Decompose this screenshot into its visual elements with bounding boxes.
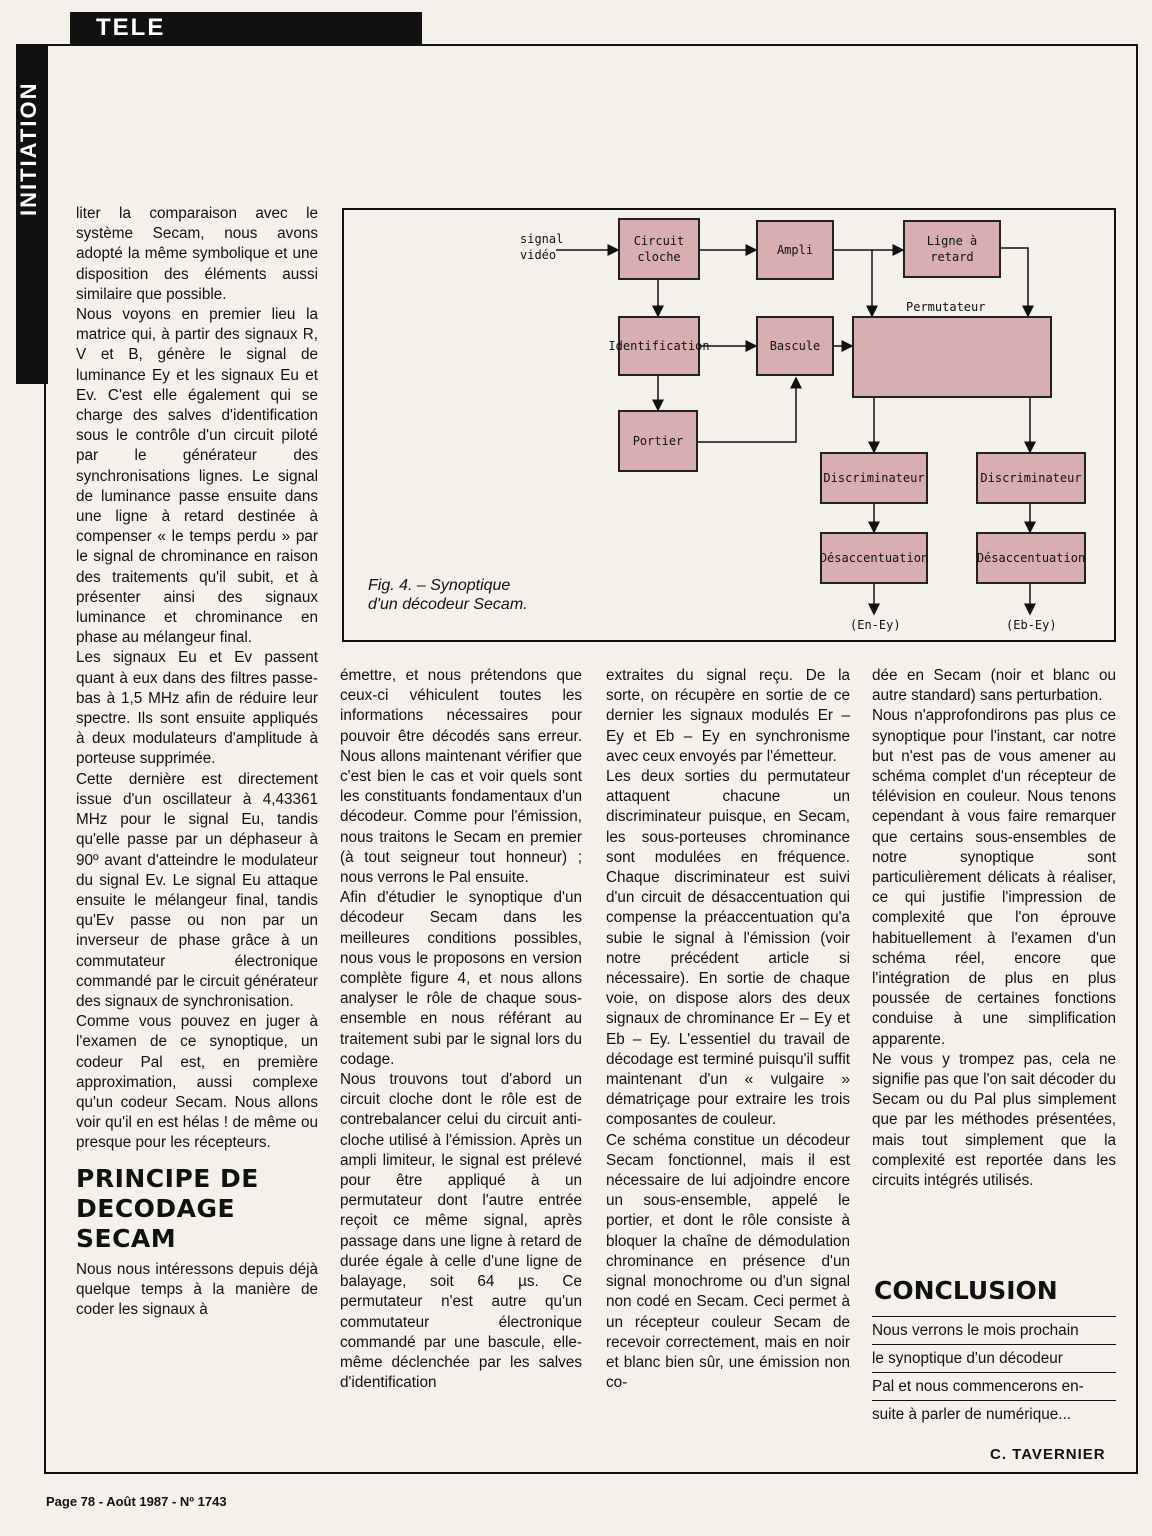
caption-line: d'un décodeur Secam.: [368, 596, 528, 613]
paragraph: Nous nous intéressons depuis déjà quelque temps à la manière de coder les signaux à: [76, 1260, 318, 1318]
permutateur-block: [852, 316, 1052, 398]
identification-block: Identification: [618, 316, 700, 376]
column-2: [340, 666, 582, 1393]
author-signature: C. TAVERNIER: [990, 1446, 1106, 1463]
circuit-cloche-block: [618, 218, 700, 280]
paragraph: dée en Secam (noir et blanc ou autre standard) sans perturbation.: [872, 667, 1116, 705]
desaccentuation-right-block: Désaccentuation: [976, 532, 1086, 584]
paragraph: Nous trouvons tout d'abord un circuit cloche dont le rôle est de contrebalancer celui du circuit anti-cloche utilisé à l'émission. Après un ampli limiteur, le signal est prélevé pour être appliqué à un permutateur dont l'autre entrée reçoit ce même signal, après passage dans une ligne à retard de durée égale à celle d'une ligne de balayage, soit 64 µs. Ce permutateur n'est autre qu'un commutateur électronique commandé par une bascule, elle-même déclenchée par les salves d'identification: [340, 1071, 582, 1392]
paragraph: Les deux sorties du permutateur attaquent chacune un discriminateur puisque, en Secam, les sous-porteuses chrominance sont modulées en fréquence. Chaque discriminateur est suivi d'un circuit de désaccentuation qui compense la préaccentuation qu'a subie le signal à l'émission (voir notre précédent article si nécessaire). En sortie de chaque voie, on dispose alors des deux signaux de chrominance Er – Ey et Eb – Ey. L'essentiel du travail de décodage est terminé puisqu'il suffit maintenant d'un « vulgaire » dématriçage pour extraire les trois composantes de couleur.: [606, 768, 850, 1129]
desaccentuation-left-block: Désaccentuation: [820, 532, 928, 584]
paragraph: Afin d'étudier le synoptique d'un décodeur Secam dans les meilleures conditions possibles, nous vous le proposons en version complète figure 4, et nous allons analyser le rôle de chaque sous-ensemble en nous référant au traitement subi par le signal lors du codage.: [340, 889, 582, 1068]
conclusion-box: [872, 1316, 1116, 1428]
caption-line: Fig. 4. – Synoptique: [368, 577, 511, 594]
column-3: [606, 666, 850, 1393]
input-label: vidéo: [520, 248, 557, 262]
paragraph: Cette dernière est directement issue d'un oscillateur à 4,43361 MHz pour le signal Eu, tandis qu'elle passe par un déphaseur à 90º avant d'atteindre le modulateur du signal Ev. Le signal Eu attaque ensuite le mélangeur final, tandis qu'Ev passe ou non par un inverseur de phase grâce à un commutateur électronique commandé par le circuit générateur des signaux de synchronisation.: [76, 770, 318, 1010]
paragraph: Nous voyons en premier lieu la matrice qui, à partir des signaux R, V et B, génère le signal de luminance Ey et les signaux Eu et Ev. C'est elle également qui se charge des salves d'identification sous le contrôle d'un circuit piloté par le générateur des synchronisations lignes. Le signal de luminance passe ensuite dans une ligne à retard destinée à compenser « le temps perdu » par le signal de chrominance en raison des traitements qu'il subit, et à présenter ainsi des signaux luminance et chrominance en phase au mélangeur final.: [76, 306, 318, 647]
paragraph: Les signaux Eu et Ev passent quant à eux dans des filtres passe-bas à 1,5 MHz afin de réduire leur spectre. Ils sont ensuite appliqués à deux modulateurs d'amplitude à porteuse supprimée.: [76, 649, 318, 768]
paragraph: extraites du signal reçu. De la sorte, on récupère en sortie de ce dernier les signaux modulés Er – Ey et Eb – Ey en synchronisme avec ceux envoyés par l'émetteur.: [606, 667, 850, 765]
column-4: [872, 666, 1116, 1191]
bascule-block: Bascule: [756, 316, 834, 376]
paragraph: Nous n'approfondirons pas plus ce synoptique pour l'instant, car notre but n'est pas de vous amener au schéma complet d'un récepteur de télévision en couleur. Nous tenons cependant à vous faire remarquer que certains sous-ensembles de notre synoptique sont particulièrement délicats à réaliser, ce qui justifie l'impression de complexité que l'on éprouve habituellement à l'examen d'un schéma réel, encore que l'intégration de plus en plus poussée de certaines fonctions conduise à une simplification apparente.: [872, 707, 1116, 1048]
paragraph: liter la comparaison avec le système Secam, nous avons adopté la même symbolique et une disposition des éléments aussi similaire que possible.: [76, 205, 318, 303]
section-title: TELE: [96, 14, 166, 41]
conclusion-line: suite à parler de numérique...: [872, 1400, 1116, 1428]
conclusion-line: Pal et nous commencerons en-: [872, 1372, 1116, 1400]
paragraph: Ce schéma constitue un décodeur Secam fonctionnel, mais il est nécessaire de lui adjoindre encore un sous-ensemble, appelé le portier, et dont le rôle consiste à bloquer la chaîne de démodulation chrominance en présence d'un signal monochrome ou d'un signal non codé en Secam. Ceci permet à un récepteur couleur Secam de recevoir correctement, mais en noir et blanc bien sûr, une émission non co-: [606, 1131, 850, 1392]
conclusion-heading: CONCLUSION: [874, 1276, 1058, 1305]
output-left-label: (En-Ey): [850, 618, 901, 632]
output-right-label: (Eb-Ey): [1006, 618, 1057, 632]
portier-block: Portier: [618, 410, 698, 472]
figure-caption: [368, 576, 528, 614]
permutateur-label: Permutateur: [906, 300, 986, 314]
block-label: Circuit: [633, 234, 685, 248]
discriminateur-left-block: Discriminateur: [820, 452, 928, 504]
side-label: INITIATION: [16, 81, 41, 217]
discriminateur-right-block: Discriminateur: [976, 452, 1086, 504]
paragraph: émettre, et nous prétendons que ceux-ci véhiculent toutes les informations nécessaires pour pouvoir être décodés sans erreur. Nous allons maintenant vérifier que c'est bien le cas et voir quels sont les constituants fondamentaux d'un décodeur. Comme pour l'émission, nous traitons le Secam en premier (à tout seigneur tout honneur) ; nous verrons le Pal ensuite.: [340, 667, 582, 887]
block-label: cloche: [637, 250, 681, 264]
conclusion-line: Nous verrons le mois prochain: [872, 1316, 1116, 1344]
conclusion-line: le synoptique d'un décodeur: [872, 1344, 1116, 1372]
ampli-block: Ampli: [756, 220, 834, 280]
ligne-retard-block: Ligne à retard: [903, 220, 1001, 278]
page-footer: Page 78 - Août 1987 - Nº 1743: [46, 1494, 227, 1509]
section-heading: PRINCIPE DE DECODAGE SECAM: [76, 1163, 259, 1253]
paragraph: Ne vous y trompez pas, cela ne signifie pas que l'on sait décoder du Secam ou du Pal plus simplement que par les méthodes présentées, mais tout simplement que la complexité est reportée dans les circuits intégrés utilisés.: [872, 1050, 1116, 1190]
input-label: signal: [520, 232, 564, 246]
paragraph: Comme vous pouvez en juger à l'examen de ce synoptique, un codeur Pal est, en première approximation, aussi complexe qu'un codeur Secam. Nous allons voir qu'il en est hélas ! de même ou presque pour les récepteurs.: [76, 1013, 318, 1152]
